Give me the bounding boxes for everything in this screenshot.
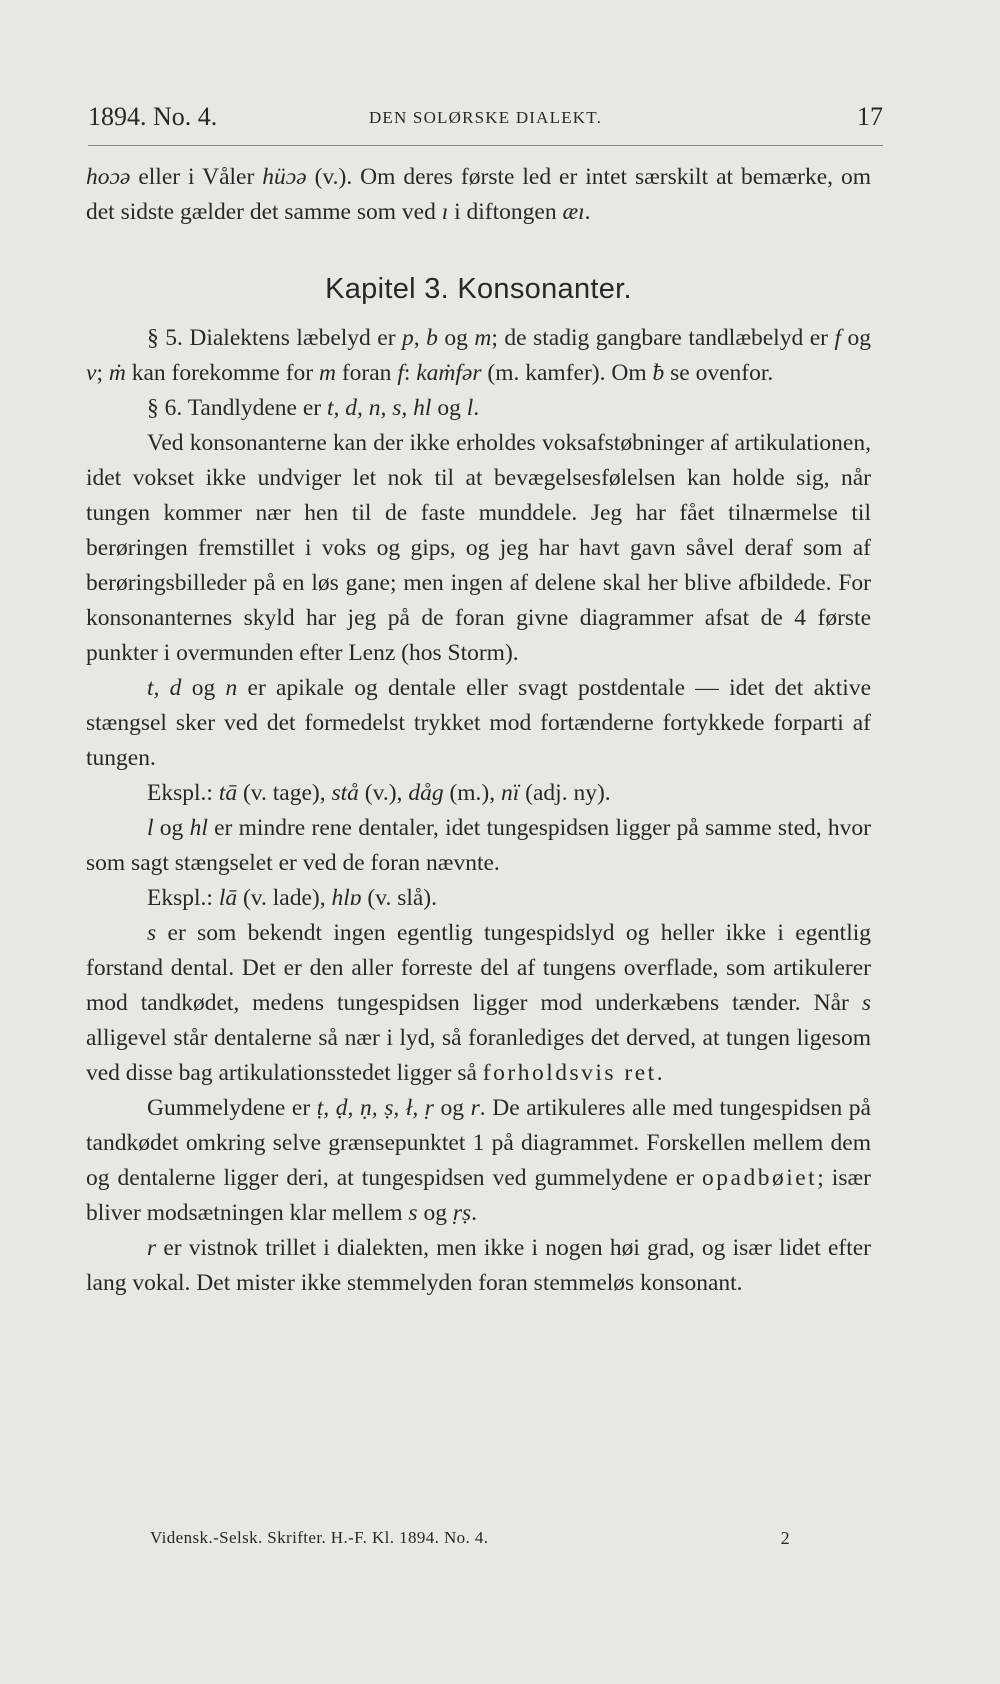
section-6: § 6. Tandlydene er t, d, n, s, hl og l. [147, 395, 480, 421]
paragraph-r: r er vistnok trillet i dialekten, men ikke i nogen høi grad, og især lidet efter lang vokal. Det mister ikke stemmelyden foran stemmeløs konsonant. [86, 1235, 871, 1296]
header-title: DEN SOLØRSKE DIALEKT. [368, 108, 603, 127]
page-number: 17 [857, 102, 883, 131]
header-issue: 1894. No. 4. [88, 102, 218, 131]
continuation-paragraph: hoɔə eller i Våler hüɔə (v.). Om deres første led er intet særskilt at bemærke, om det sidste gælder det samme som ved ı i diftongen æı. [86, 164, 871, 225]
paragraph-t-d-n: t, d og n er apikale og dentale eller svagt postdentale — idet det aktive stængsel sker ved det formedelst trykket mod fortænderne fortykkede forparti af tungen. [86, 675, 872, 771]
paragraph-gummelydene: Gummelydene er ṭ, ḍ, ṇ, ṣ, ł, ṛ og r. De artikuleres alle med tungespidsen på tandkødet omkring selve grænsepunktet 1 på diagrammet. Forskellen mellem dem og dentalerne ligger deri, at tungespidsen ved gummelydene er opadbøiet; især bliver modsætningen klar mellem s og ṛṣ. [86, 1095, 871, 1226]
example-l: Ekspl.: lā (v. lade), hlɒ (v. slå). [147, 885, 437, 911]
section-5: § 5. Dialektens læbelyd er p, b og m; de stadig gangbare tandlæbelyd er f og v; ṁ kan forekomme for m foran f: kaṁfər (m. kamfer). Om ƀ se ovenfor. [86, 325, 871, 386]
chapter-heading: Kapitel 3. Konsonanter. [325, 273, 632, 305]
paragraph-ved-konsonanterne: Ved konsonanterne kan der ikke erholdes voksafstøbninger af artikulationen, idet vokset ikke undviger let nok til at bevægelsesfølelsen kan holde sig, når tungen kommer nær hen til de faste munddele. Jeg har fået tilnærmelse til berøringen fremstillet i voks og gips, og jeg har havt gavn såvel deraf som af berøringsbilleder på en løs gane; men ingen af delene skal her blive afbildede. For konsonanternes skyld har jeg på de foran givne diagrammer afsat de 4 første punkter i overmunden efter Lenz (hos Storm). [86, 430, 871, 666]
footer-sheet-number: 2 [780, 1528, 790, 1548]
paragraph-l-hl: l og hl er mindre rene dentaler, idet tungespidsen ligger på samme sted, hvor som sagt stængselet er ved de foran nævnte. [86, 815, 871, 876]
paragraph-s: s er som bekendt ingen egentlig tungespidslyd og heller ikke i egentlig forstand dental. Det er den aller forreste del af tungens overflade, som artikulerer mod tandkødet, medens tungespidsen ligger mod underkæbens tænder. Når s alligevel står dentalerne så nær i lyd, så foranlediges det derved, at tungen ligesom ved disse bag artikulationsstedet ligger så forholdsvis ret. [86, 920, 871, 1086]
header-rule [88, 145, 883, 146]
footer-signature: Vidensk.-Selsk. Skrifter. H.-F. Kl. 1894. No. 4. [150, 1528, 489, 1547]
running-header [88, 102, 883, 142]
example-dentals: Ekspl.: tā (v. tage), stå (v.), dåg (m.), nï (adj. ny). [147, 780, 611, 806]
body-text [86, 160, 871, 1301]
